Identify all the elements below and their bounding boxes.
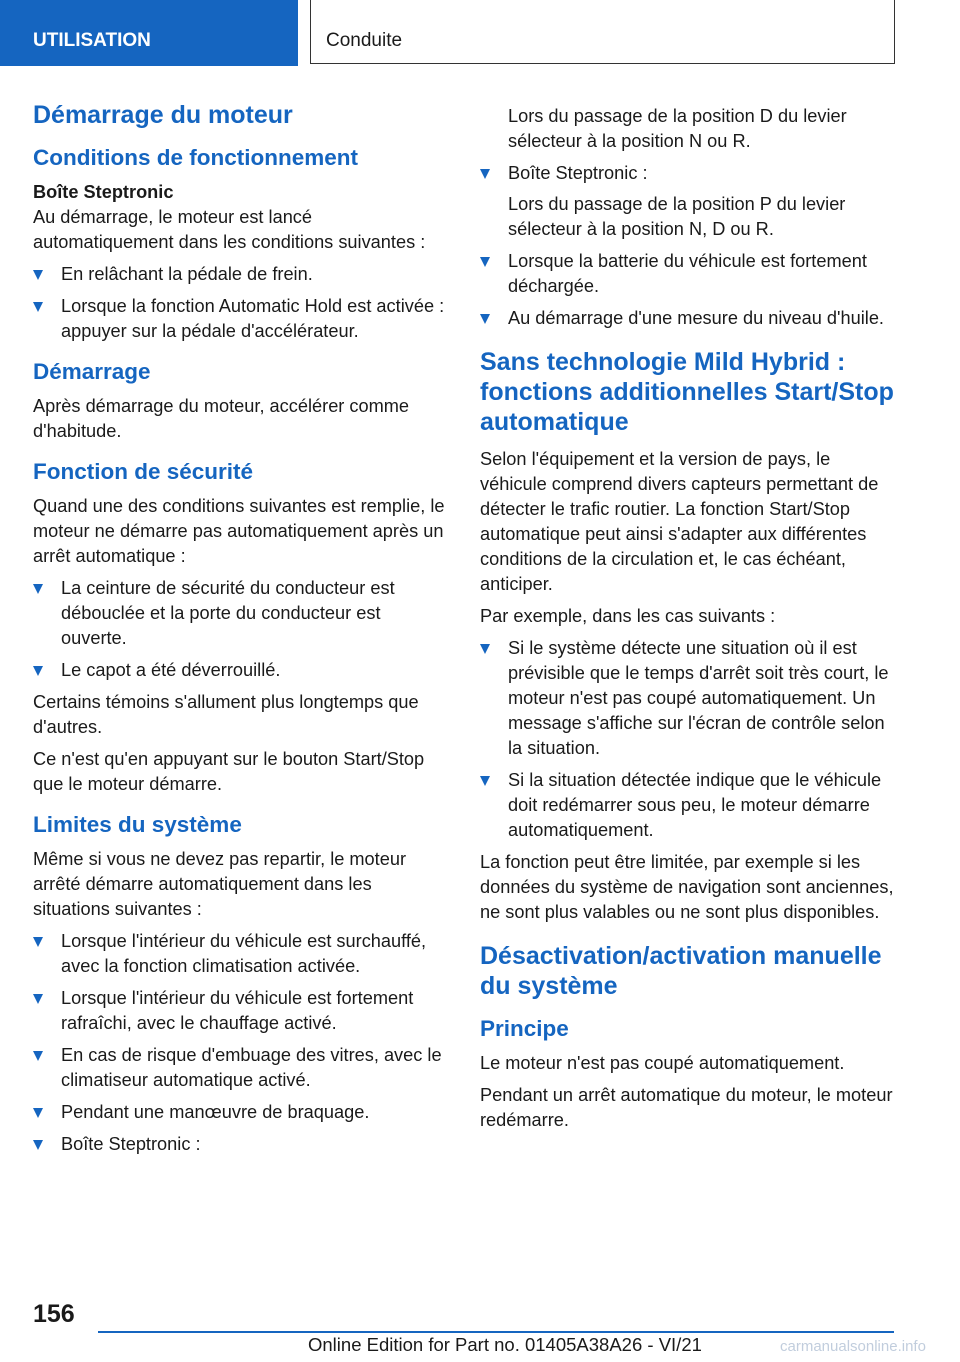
footer-edition: Online Edition for Part no. 01405A38A26 - VI/21	[308, 1334, 702, 1355]
list-item: Au démarrage d'une mesure du niveau d'huile.	[480, 306, 895, 331]
heading-limites: Limites du système	[33, 812, 242, 837]
continued-text: Lors du passage de la position D du levier sélecteur à la position N ou R.	[508, 106, 847, 151]
list-item: Le capot a été déverrouillé.	[33, 658, 448, 683]
bullet-list-limites	[33, 929, 448, 1157]
paragraph-exemple: Par exemple, dans les cas suivants :	[480, 606, 776, 626]
footer-divider	[98, 1331, 894, 1333]
heading-securite: Fonction de sécurité	[33, 459, 254, 484]
list-item: La ceinture de sécurité du conducteur est débouclée et la porte du conducteur est ouverte.	[33, 576, 448, 651]
triangle-bullet-icon	[480, 257, 490, 267]
heading-principe: Principe	[480, 1016, 569, 1041]
list-item: Si le système détecte une situation où il est prévisible que le temps d'arrêt soit très court, le moteur n'est pas coupé automatiquement. Un message s'affiche sur l'écran de contrôle selon la situation.	[480, 636, 895, 761]
heading-sans-mild-hybrid: Sans technologie Mild Hybrid : fonctions additionnelles Start/Stop automatique	[480, 348, 894, 436]
heading-demarrage-moteur: Démarrage du moteur	[33, 101, 293, 129]
triangle-bullet-icon	[33, 584, 43, 594]
list-item: Lorsque l'intérieur du véhicule est fortement rafraîchi, avec le chauffage activé.	[33, 986, 448, 1036]
bullet-list-continued	[480, 161, 895, 331]
heading-steptronic: Boîte Steptronic	[33, 182, 174, 202]
paragraph-bouton: Ce n'est qu'en appuyant sur le bouton Start/Stop que le moteur démarre.	[33, 749, 425, 794]
right-column	[480, 104, 895, 1140]
list-item: Lorsque l'intérieur du véhicule est surchauffé, avec la fonction climatisation activée.	[33, 929, 448, 979]
triangle-bullet-icon	[33, 1051, 43, 1061]
heading-conditions: Conditions de fonctionnement	[33, 145, 358, 170]
triangle-bullet-icon	[33, 994, 43, 1004]
section-tab: UTILISATION	[0, 0, 298, 66]
triangle-bullet-icon	[33, 666, 43, 676]
paragraph-limites: Même si vous ne devez pas repartir, le moteur arrêté démarre automatiquement dans les situations suivantes :	[33, 849, 407, 919]
triangle-bullet-icon	[480, 776, 490, 786]
list-item: Boîte Steptronic :	[33, 1132, 448, 1157]
paragraph-principe-2: Pendant un arrêt automatique du moteur, le moteur redémarre.	[480, 1085, 893, 1130]
paragraph-selon: Selon l'équipement et la version de pays, le véhicule comprend divers capteurs permettant de détecter le trafic routier. La fonction Start/Stop automatique peut ainsi s'adapter aux différentes conditions de la circulation et, le cas échéant, anticiper.	[480, 449, 879, 594]
left-column	[33, 100, 448, 1164]
paragraph-securite: Quand une des conditions suivantes est remplie, le moteur ne démarre pas automatiquement après un arrêt automatique :	[33, 496, 445, 566]
paragraph-demarrage: Après démarrage du moteur, accélérer comme d'habitude.	[33, 396, 410, 441]
page-number: 156	[33, 1300, 75, 1328]
list-item: Pendant une manœuvre de braquage.	[33, 1100, 448, 1125]
heading-desactivation: Désactivation/activation manuelle du système	[480, 942, 882, 1000]
list-item: En relâchant la pédale de frein.	[33, 262, 448, 287]
watermark: carmanualsonline.info	[780, 1338, 926, 1355]
bullet-list-exemples	[480, 636, 895, 843]
triangle-bullet-icon	[33, 1140, 43, 1150]
list-item: Lorsque la fonction Automatic Hold est activée : appuyer sur la pédale d'accélérateur.	[33, 294, 448, 344]
list-item: Si la situation détectée indique que le véhicule doit redémarrer sous peu, le moteur démarre automatiquement.	[480, 768, 895, 843]
heading-demarrage: Démarrage	[33, 359, 151, 384]
paragraph-principe-1: Le moteur n'est pas coupé automatiquement.	[480, 1053, 845, 1073]
page-header	[0, 0, 960, 66]
list-item: Lorsque la batterie du véhicule est fortement déchargée.	[480, 249, 895, 299]
triangle-bullet-icon	[480, 644, 490, 654]
triangle-bullet-icon	[33, 302, 43, 312]
paragraph-intro: Au démarrage, le moteur est lancé automatiquement dans les conditions suivantes :	[33, 207, 426, 252]
bullet-list-conditions	[33, 262, 448, 344]
triangle-bullet-icon	[33, 270, 43, 280]
paragraph-temoins: Certains témoins s'allument plus longtemps que d'autres.	[33, 692, 419, 737]
chapter-title: Conduite	[310, 0, 895, 64]
list-item: En cas de risque d'embuage des vitres, avec le climatiseur automatique activé.	[33, 1043, 448, 1093]
list-item: Boîte Steptronic : Lors du passage de la position P du levier sélecteur à la position N, D ou R.	[480, 161, 895, 242]
triangle-bullet-icon	[480, 314, 490, 324]
triangle-bullet-icon	[33, 937, 43, 947]
triangle-bullet-icon	[480, 169, 490, 179]
bullet-list-securite	[33, 576, 448, 683]
paragraph-limitee: La fonction peut être limitée, par exemple si les données du système de navigation sont anciennes, ne sont plus valables ou ne sont plus disponibles.	[480, 852, 894, 922]
list-item-subtext: Lors du passage de la position P du levier sélecteur à la position N, D ou R.	[508, 194, 846, 239]
triangle-bullet-icon	[33, 1108, 43, 1118]
